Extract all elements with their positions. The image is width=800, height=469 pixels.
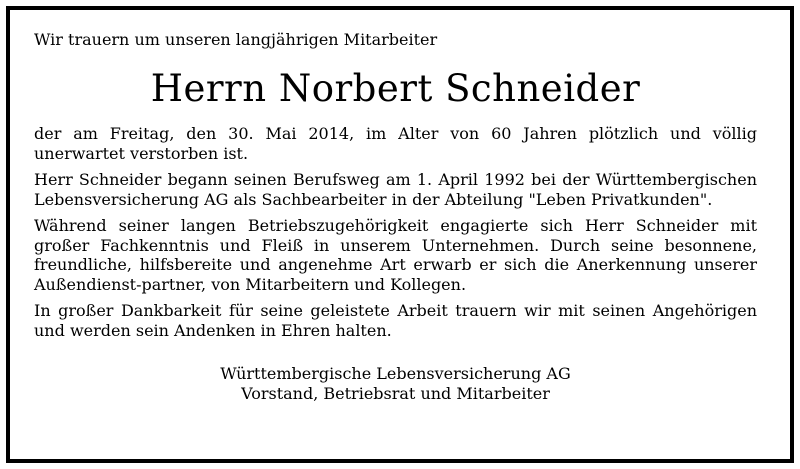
signature-block — [34, 364, 757, 404]
obituary-notice — [34, 30, 757, 404]
paragraph-tribute: Während seiner langen Betriebszugehörigkeit engagierte sich Herr Schneider mit großer Fachkenntnis und Fleiß in unserem Unternehmen. Durch seine besonnene, freundliche, hilfsbereite und angenehme Art erwarb er sich die Anerkennung unserer Außendienst-partner, von Mitarbeitern und Kollegen. — [34, 216, 757, 294]
paragraph-gratitude: In großer Dankbarkeit für seine geleistete Arbeit trauern wir mit seinen Angehörigen und werden sein Andenken in Ehren halten. — [34, 301, 757, 340]
signature-company: Württembergische Lebensversicherung AG — [220, 364, 571, 383]
deceased-name: Herrn Norbert Schneider — [150, 67, 641, 110]
paragraph-career: Herr Schneider begann seinen Berufsweg am 1. April 1992 bei der Württembergischen Lebensversicherung AG als Sachbearbeiter in der Abteilung "Leben Privatkunden". — [34, 170, 757, 209]
intro-line: Wir trauern um unseren langjährigen Mitarbeiter — [34, 30, 438, 49]
paragraph-death: der am Freitag, den 30. Mai 2014, im Alter von 60 Jahren plötzlich und völlig unerwartet verstorben ist. — [34, 124, 757, 163]
signature-group: Vorstand, Betriebsrat und Mitarbeiter — [241, 384, 550, 403]
